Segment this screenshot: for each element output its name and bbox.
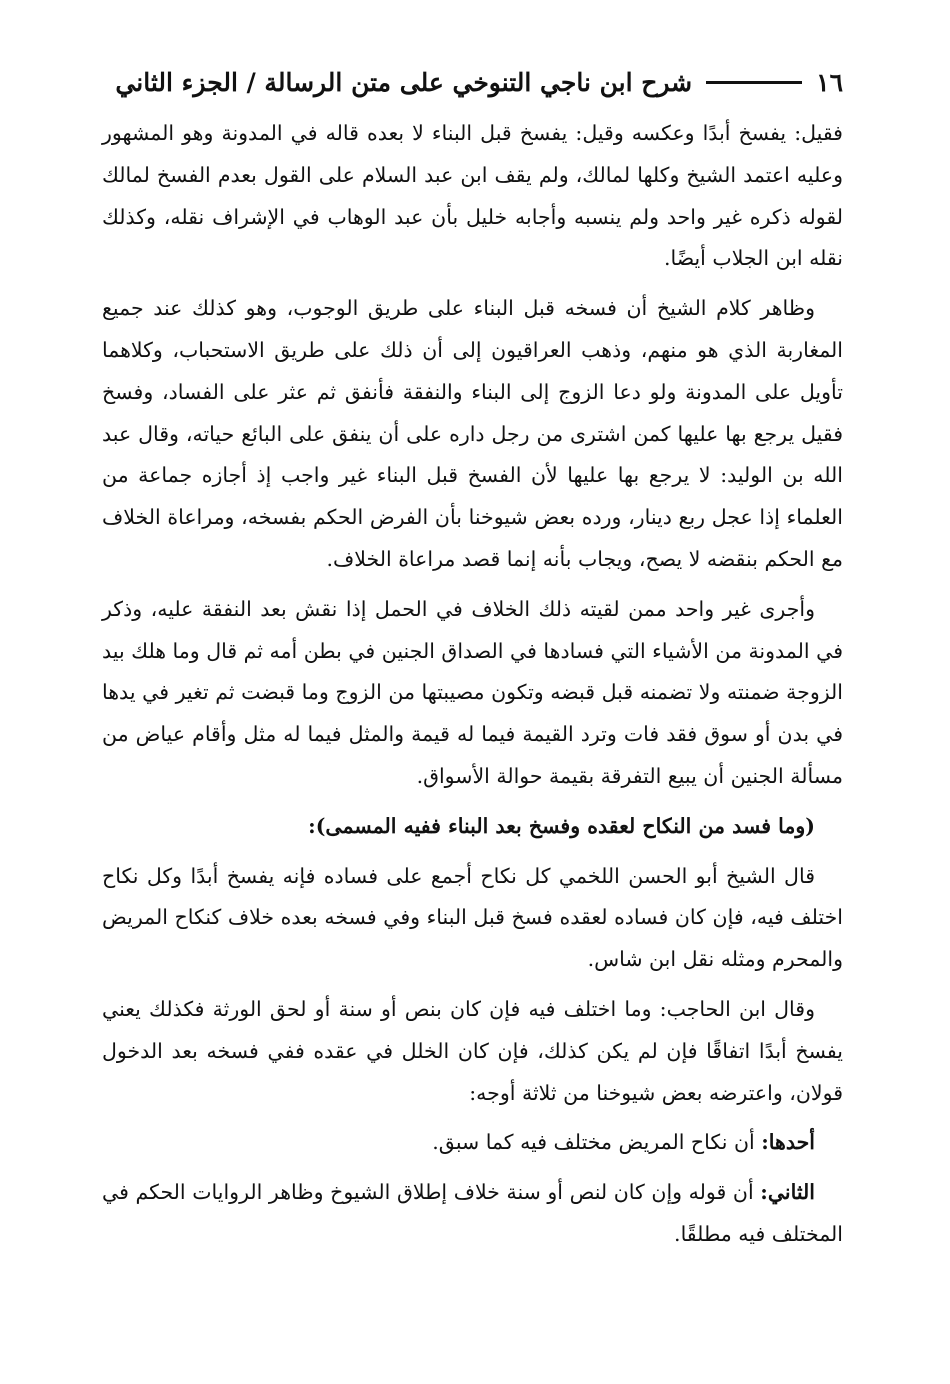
paragraph-1: فقيل: يفسخ أبدًا وعكسه وقيل: يفسخ قبل البناء لا بعده قاله في المدونة وهو المشهور وعليه اعتمد الشيخ وكلها لمالك، ولم يقف ابن عبد السلام على القول بعدم الفسخ لمالك لقوله ذكره غير واحد ولم ينسبه وأجابه خليل بأن عبد الوهاب في الإشراف نقله، وكذلك نقله ابن الجلاب أيضًا. bbox=[102, 121, 843, 271]
paragraph-5: وقال ابن الحاجب: وما اختلف فيه فإن كان بنص أو سنة أو لحق الورثة فكذلك يعني يفسخ أبدًا اتفاقًا فإن لم يكن كذلك، فإن كان الخلل في عقده ففي فسخه بعد الدخول قولان، واعترضه بعض شيوخنا من ثلاثة أوجه: bbox=[102, 996, 843, 1105]
list-text-second: أن قوله وإن كان لنص أو سنة خلاف إطلاق الشيوخ وظاهر الروايات الحكم في المختلف فيه مطلقًا. bbox=[102, 1180, 843, 1246]
list-item-second bbox=[102, 1172, 843, 1256]
paragraph-3: وأجرى غير واحد ممن لقيته ذلك الخلاف في الحمل إذا نقش بعد النفقة عليه، وذكر في المدونة من الأشياء التي فسادها في الصداق الجنين في بطن أمه ثم قال وما هلك بيد الزوجة ضمنته ولا تضمنه قبل قبضه وتكون مصيبتها من الزوج وما قبضت ثم تغير في يدها في بدن أو سوق فقد فات وترد القيمة فيما له قيمة والمثل فيما له مثل وأقام عياض من مسألة الجنين أن يبيع التفرقة بقيمة حوالة الأسواق. bbox=[102, 596, 843, 788]
header-rule bbox=[706, 81, 802, 84]
body-text bbox=[102, 113, 843, 1264]
page-number: ١٦ bbox=[816, 67, 843, 97]
list-label-first: أحدها: bbox=[761, 1130, 815, 1155]
list-text-first: أن نكاح المريض مختلف فيه كما سبق. bbox=[432, 1130, 755, 1155]
page-header bbox=[102, 60, 843, 104]
running-title: شرح ابن ناجي التنوخي على متن الرسالة / الجزء الثاني bbox=[115, 67, 693, 97]
paragraph-2: وظاهر كلام الشيخ أن فسخه قبل البناء على طريق الوجوب، وهو كذلك عند جميع المغاربة الذي هو منهم، وذهب العراقيون إلى أن ذلك على طريق الاستحباب، وكلاهما تأويل على المدونة ولو دعا الزوج إلى البناء والنفقة فأنفق ثم عثر على الفساد، وفسخ فقيل يرجع بها عليها كمن اشترى من رجل داره على أن ينفق على البائع حياته، وقال عبد الله بن الوليد: لا يرجع بها عليها لأن الفسخ قبل البناء غير واجب إذ أجازه جماعة من العلماء إذا عجل ربع دينار، ورده بعض شيوخنا بأن الفرض الحكم بفسخه، ومراعاة الخلاف مع الحكم بنقضه لا يصح، ويجاب بأنه إنما قصد مراعاة الخلاف. bbox=[102, 296, 843, 571]
list-label-second: الثاني: bbox=[760, 1180, 815, 1205]
section-heading: (وما فسد من النكاح لعقده وفسخ بعد البناء ففيه المسمى): bbox=[308, 813, 815, 838]
paragraph-4: قال الشيخ أبو الحسن اللخمي كل نكاح أجمع على فساده فإنه يفسخ أبدًا وكل نكاح اختلف فيه، فإن كان فساده لعقده فسخ قبل البناء وفي فسخه بعده خلاف كنكاح المريض والمحرم ومثله نقل ابن شاس. bbox=[102, 863, 843, 972]
list-item-first bbox=[102, 1122, 843, 1164]
